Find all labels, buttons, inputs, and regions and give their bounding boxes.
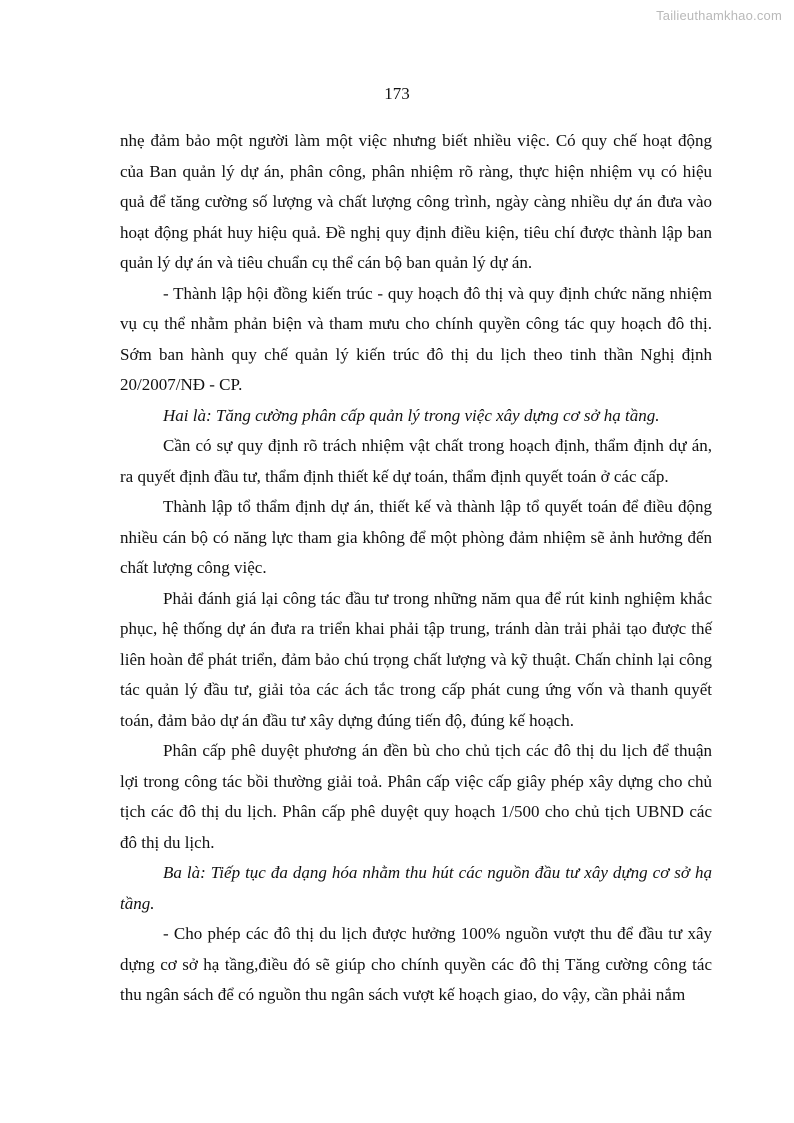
paragraph: Phải đánh giá lại công tác đầu tư trong những năm qua để rút kinh nghiệm khắc phục, hệ thống dự án đưa ra triển khai phải tập trung, tránh dàn trải phải tạo được thế liên hoàn để phát triển, đảm bảo chú trọng chất lượng và kỹ thuật. Chấn chỉnh lại công tác quản lý đầu tư, giải tỏa các ách tắc trong cấp phát cung ứng vốn và thanh quyết toán, đảm bảo dự án đầu tư xây dựng đúng tiến độ, đúng kế hoạch. <box>120 588 712 730</box>
paragraph: nhẹ đảm bảo một người làm một việc nhưng biết nhiều việc. Có quy chế hoạt động của Ban quản lý dự án, phân công, phân nhiệm rõ ràng, thực hiện nhiệm vụ có hiệu quả để tăng cường số lượng và chất lượng công trình, ngày càng nhiều dự án đưa vào hoạt động phát huy hiệu quả. Đề nghị quy định điều kiện, tiêu chí được thành lập ban quản lý dự án và tiêu chuẩn cụ thể cán bộ ban quản lý dự án. <box>120 131 712 272</box>
paragraph: Cần có sự quy định rõ trách nhiệm vật chất trong hoạch định, thẩm định dự án, ra quyết định đầu tư, thẩm định thiết kế dự toán, thẩm định quyết toán ở các cấp. <box>120 436 712 486</box>
document-content <box>120 126 712 1011</box>
paragraph: Phân cấp phê duyệt phương án đền bù cho chủ tịch các đô thị du lịch để thuận lợi trong công tác bồi thường giải toả. Phân cấp việc cấp giây phép xây dựng cho chủ tịch các đô thị du lịch. Phân cấp phê duyệt quy hoạch 1/500 cho chủ tịch UBND các đô thị du lịch. <box>120 741 712 852</box>
watermark-text: Tailieuthamkhao.com <box>656 8 782 23</box>
paragraph: - Cho phép các đô thị du lịch được hưởng 100% nguồn vượt thu để đầu tư xây dựng cơ sở hạ tầng,điều đó sẽ giúp cho chính quyền các đô thị Tăng cường công tác thu ngân sách để có nguồn thu ngân sách vượt kế hoạch giao, do vậy, cần phải nắm <box>120 924 712 1004</box>
paragraph-heading-ba-la: Ba là: Tiếp tục đa dạng hóa nhằm thu hút các nguồn đầu tư xây dựng cơ sở hạ tầng. <box>120 863 712 913</box>
page-number: 173 <box>384 84 410 103</box>
paragraph: Thành lập tổ thẩm định dự án, thiết kế và thành lập tổ quyết toán để điều động nhiều cán bộ có năng lực tham gia không để một phòng đảm nhiệm sẽ ảnh hưởng đến chất lượng công việc. <box>120 497 712 577</box>
paragraph: - Thành lập hội đồng kiến trúc - quy hoạch đô thị và quy định chức năng nhiệm vụ cụ thể nhằm phản biện và tham mưu cho chính quyền công tác quy hoạch đô thị. Sớm ban hành quy chế quản lý kiến trúc đô thị du lịch theo tinh thần Nghị định 20/2007/NĐ - CP. <box>120 283 712 394</box>
paragraph-heading-hai-la: Hai là: Tăng cường phân cấp quản lý trong việc xây dựng cơ sở hạ tầng. <box>163 405 660 425</box>
